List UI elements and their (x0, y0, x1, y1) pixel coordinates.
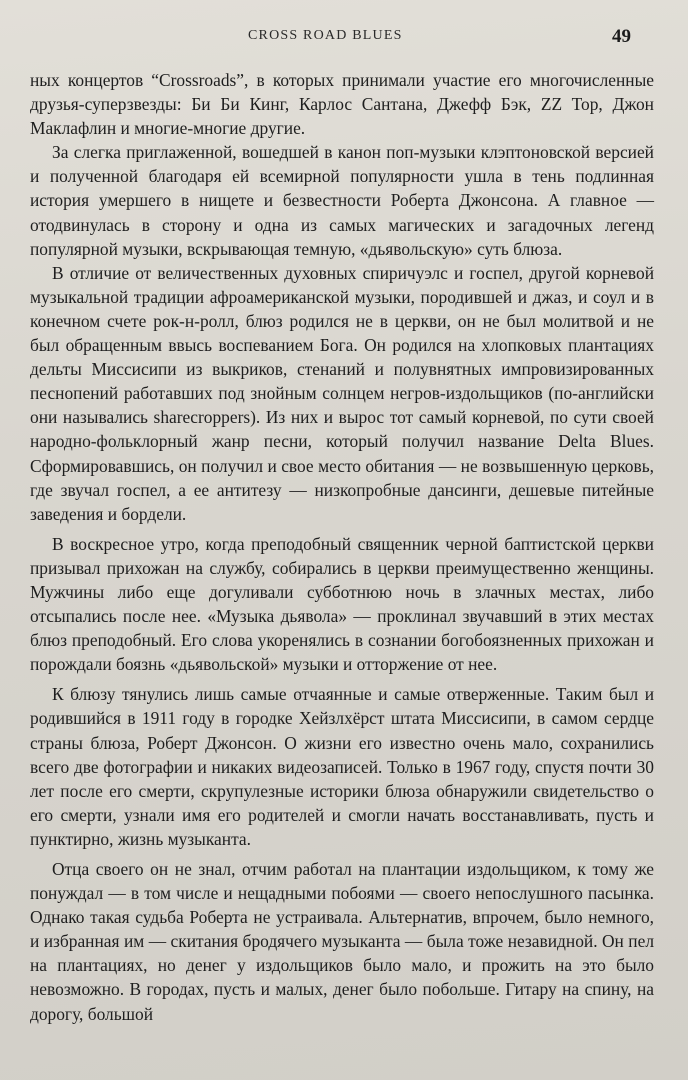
paragraph: ных концертов “Crossroads”, в которых принимали участие его многочисленные друзья-суперзвезды: Би Би Кинг, Карлос Сантана, Джефф Бэк, ZZ Top, Джон Маклафлин и многие-многие другие. (30, 70, 654, 139)
body-text (30, 68, 654, 1026)
paragraph: К блюзу тянулись лишь самые отчаянные и самые отверженные. Таким был и родившийся в 1911 году в городке Хейзлхёрст штата Миссисипи, в самом сердце страны блюза, Роберт Джонсон. О жизни его известно очень мало, сохранились всего две фотографии и никаких видеозаписей. Только в 1967 году, спустя почти 30 лет после его смерти, скрупулезные историки блюза обнаружили свидетельство о его смерти, узнали имя его родителей и смогли начать восстанавливать, пусть и пунктирно, жизнь музыканта. (30, 684, 654, 849)
paragraph: Отца своего он не знал, отчим работал на плантации издольщиком, к тому же понуждал — в том числе и нещадными побоями — своего непослушного пасынка. Однако такая судьба Роберта не устраивала. Альтернатив, впрочем, было немного, и избранная им — скитания бродячего музыканта — была тоже незавидной. Он пел на плантациях, но денег у издольщиков было мало, и прожить на это было невозможно. В городах, пусть и малых, денег было побольше. Гитару на спину, на дорогу, большой (30, 859, 654, 1024)
page-number: 49 (612, 26, 631, 47)
page-header (0, 26, 688, 56)
paragraph: За слегка приглаженной, вошедшей в канон поп-музыки клэптоновской версией и полученной благодаря ей всемирной популярности ушла в тень подлинная история умершего в нищете и безвестности Роберта Джонсона. А главное — отодвинулась в сторону и одна из самых магических и загадочных легенд популярной музыки, вскрывающая темную, «дьявольскую» суть блюза. (30, 142, 654, 259)
running-title: CROSS ROAD BLUES (248, 28, 403, 43)
paragraph: В воскресное утро, когда преподобный священник черной баптистской церкви призывал прихожан на службу, собирались в церкви преимущественно женщины. Мужчины либо еще догуливали субботнюю ночь в злачных местах, либо отсыпались после нее. «Музыка дьявола» — проклинал звучавший в этих местах блюз преподобный. Его слова укоренялись в сознании богобоязненных прихожан и порождали боязнь «дьявольской» музыки и отторжение от нее. (30, 533, 654, 675)
paragraph: В отличие от величественных духовных спиричуэлс и госпел, другой корневой музыкальной традиции афроамериканской музыки, породившей и джаз, и соул и в конечном счете рок-н-ролл, блюз родился не в церкви, он не был молитвой и не был обращенным ввысь воспеванием Бога. Он родился на хлопковых плантациях дельты Миссисипи из выкриков, стенаний и полувнятных импровизированных песнопений работавших под знойным солнцем негров-издольщиков (по-английски они назывались sharecroppers). Из них и вырос тот самый корневой, по сути своей народно-фольклорный жанр песни, который получил название Delta Blues. Сформировавшись, он получил и свое место обитания — не возвышенную церковь, где звучал госпел, а ее антитезу — низкопробные дансинги, дешевые питейные заведения и бордели. (30, 262, 654, 524)
